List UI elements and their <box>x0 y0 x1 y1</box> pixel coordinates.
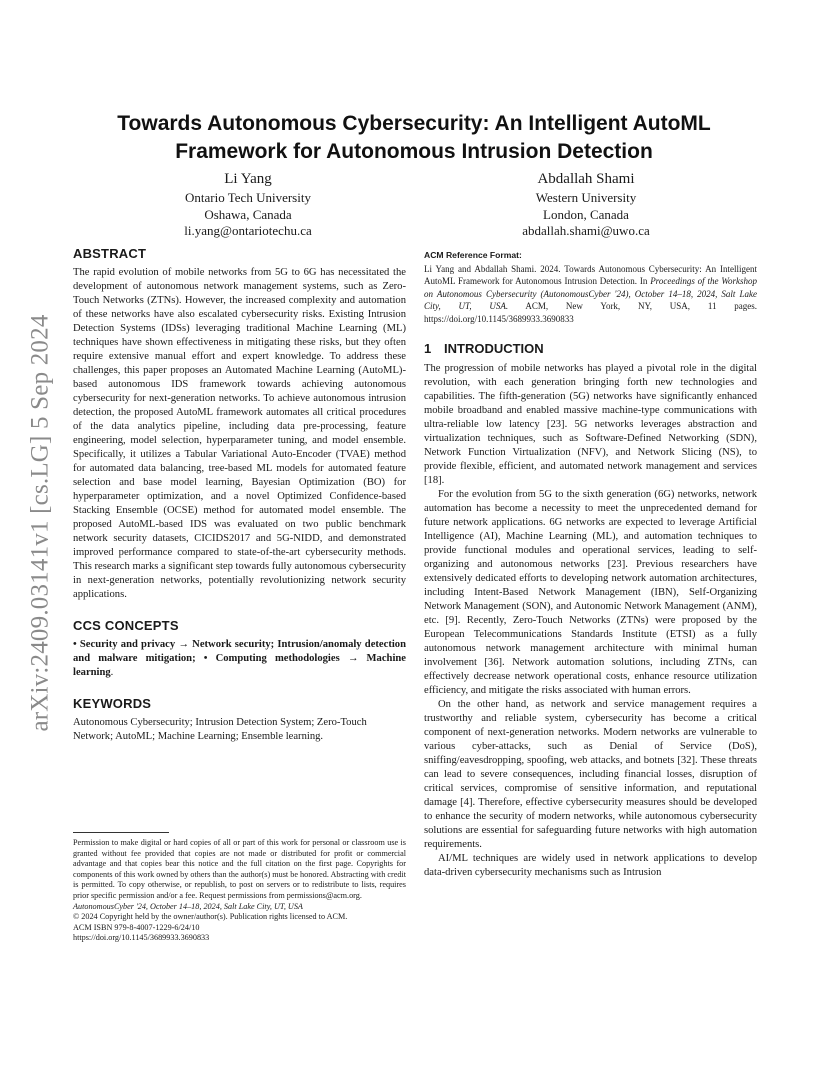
author-name: Li Yang <box>224 171 272 187</box>
intro-paragraph: For the evolution from 5G to the sixth generation (6G) networks, network automation has become a necessity to meet the unprecedented demand for future network applications. 6G networks are expected to leverage Artificial Intelligence (AI), Machine Learning (ML), and automation techniques to provide functional modules and operational services, leading to self-organizing and autonomous networks [23]. Previous researchers have extensively dedicated efforts to developing network automation architectures, including Intent-Based Network Management (IBN), Self-Organizing Network Management (SON), and Autonomic Network Management (ANM), etc. [9]. Recently, Zero-Touch Networks (ZTNs) were proposed by the European Telecommunications Standards Institute (ETSI) as a fully autonomous network management architecture with minimal human involvement [36]. Network automation solutions, including ZTNs, can effectively decrease network operational costs, enhance resource utilization efficiency, and mitigate the risks associated with human errors. <box>424 489 757 697</box>
paper-title: Towards Autonomous Cybersecurity: An Intelligent AutoML Framework for Autonomous Intrusion Detection <box>117 112 711 163</box>
footnote-divider <box>73 832 169 833</box>
permission-notice: Permission to make digital or hard copies of all or part of this work for personal or classroom use is granted without fee provided that copies are not made or distributed for profit or commercial advantage and that copies bear this notice and the full citation on the first page. Copyrights for components of this work owned by others than the author(s) must be honored. Abstracting with credit is permitted. To copy otherwise, or republish, to post on servers or to redistribute to lists, requires prior specific permission and/or a fee. Request permissions from permissions@acm.org. <box>73 838 406 900</box>
author-affiliation: Ontario Tech University <box>185 190 311 205</box>
abstract-text: The rapid evolution of mobile networks from 5G to 6G has necessitated the development of autonomous network management systems, such as Zero-Touch Networks (ZTNs). However, the increased complexity and automation of these networks have also escalated cybersecurity risks. Existing Intrusion Detection Systems (IDSs) leveraging traditional Machine Learning (ML) techniques have shown effectiveness in mitigating these risks, but they often require extensive manual effort and expert knowledge. To address these challenges, this paper proposes an Automated Machine Learning (AutoML)-based autonomous IDS framework towards achieving autonomous cybersecurity for next-generation networks. To achieve autonomous intrusion detection, the proposed AutoML framework automates all critical procedures of the data analytics pipeline, including data pre-processing, feature engineering, model selection, hyperparameter tuning, and model ensemble. Specifically, it utilizes a Tabular Variational Auto-Encoder (TVAE) method for automated data balancing, tree-based ML models for automated feature selection and base model learning, Bayesian Optimization (BO) for hyperparameter optimization, and a novel Optimized Confidence-based Stacking Ensemble (OCSE) method for automated model ensemble. The proposed AutoML-based IDS was evaluated on two public benchmark network security datasets, CICIDS2017 and 5G-NIDD, and demonstrated improved performance compared to state-of-the-art cybersecurity methods. This research marks a significant step towards fully autonomous cybersecurity in next-generation networks, potentially revolutionizing network security applications. <box>73 267 406 600</box>
introduction-body <box>424 362 757 880</box>
section-number: 1 <box>424 341 432 357</box>
left-column <box>73 246 406 744</box>
right-column <box>424 250 757 880</box>
arxiv-watermark <box>22 296 60 750</box>
author-affiliation: Western University <box>535 190 637 205</box>
intro-paragraph: The progression of mobile networks has played a pivotal role in the digital revolution, with each generation bringing forth new technologies and capabilities. The fifth-generation (5G) networks have significantly enhanced mobile broadband and enabled massive machine-type communications with ultra-reliable low latency [23]. 5G networks leverages abstraction and virtualization techniques, such as Software-Defined Networking (SDN), Network Function Virtualization (NFV), and Network Slicing (NS), to provide flexible, efficient, and automated network management and services [18]. <box>424 363 757 487</box>
keywords-text: Autonomous Cybersecurity; Intrusion Detection System; Zero-Touch Network; AutoML; Machine Learning; Ensemble learning. <box>73 717 367 742</box>
author-location: Oshawa, Canada <box>204 206 292 222</box>
ccs-heading: CCS CONCEPTS <box>73 618 179 633</box>
ccs-end: . <box>110 667 114 678</box>
acm-reference-venue: Proceedings of the Workshop on Autonomous Cybersecurity (AutonomousCyber '24), October 14–18, 2024, Salt Lake City, UT, USA. <box>424 276 757 312</box>
author-email: abdallah.shami@uwo.ca <box>522 223 650 238</box>
acm-reference-part1: Li Yang and Abdallah Shami. 2024. Towards Autonomous Cybersecurity: An Intelligent AutoML Framework for Autonomous Intrusion Detection. In <box>424 264 757 287</box>
copyright-line: © 2024 Copyright held by the owner/author(s). Publication rights licensed to ACM. <box>73 912 348 922</box>
keywords-heading: KEYWORDS <box>73 696 152 711</box>
copyright-footnote <box>73 838 406 944</box>
section-heading-introduction <box>424 341 757 356</box>
author-block <box>123 170 373 240</box>
ccs-concept-2: • Computing methodologies → Machine learning <box>73 653 406 678</box>
intro-paragraph: AI/ML techniques are widely used in network applications to develop data-driven cybersecurity mechanisms such as Intrusion <box>424 853 757 879</box>
isbn-line: ACM ISBN 979-8-4007-1229-6/24/10 <box>73 922 200 932</box>
acm-reference-part3: ACM, New York, NY, USA, 11 pages. https://doi.org/10.1145/3689933.3690833 <box>424 301 757 324</box>
author-email: li.yang@ontariotechu.ca <box>184 223 312 238</box>
author-name: Abdallah Shami <box>537 171 635 187</box>
author-location: London, Canada <box>543 206 629 222</box>
section-title: INTRODUCTION <box>444 341 544 357</box>
arxiv-id: arXiv:2409.03141v1 [cs.LG] 5 Sep 2024 <box>27 314 55 732</box>
acm-reference-text <box>424 263 757 325</box>
ccs-concepts <box>73 638 406 680</box>
author-block <box>461 170 711 240</box>
acm-reference-heading: ACM Reference Format: <box>424 250 522 260</box>
ccs-concept-1: • Security and privacy → Network security; <box>73 639 275 650</box>
intro-paragraph: On the other hand, as network and service management requires a trustworthy and reliable system, cybersecurity has become a critical component of next-generation networks. Modern networks are vulnerable to various cyber-attacks, such as Denial of Service (DoS), sniffing/eavesdropping, spoofing, web attacks, and botnets [32]. These threats can lead to severe consequences, including financial losses, disruption of critical services, compromise of sensitive information, and reputational damage [4]. Therefore, effective cybersecurity measures should be developed to enhance the security of modern networks, while autonomous cybersecurity solutions are essential for safeguarding future networks with high automation requirements. <box>424 699 757 851</box>
venue-line: AutonomousCyber '24, October 14–18, 2024, Salt Lake City, UT, USA <box>73 901 303 911</box>
ccs-concept-1b: Intrusion/anomaly detection and malware mitigation; <box>73 639 406 664</box>
doi-line: https://doi.org/10.1145/3689933.3690833 <box>73 933 210 943</box>
abstract-heading: ABSTRACT <box>73 246 147 261</box>
